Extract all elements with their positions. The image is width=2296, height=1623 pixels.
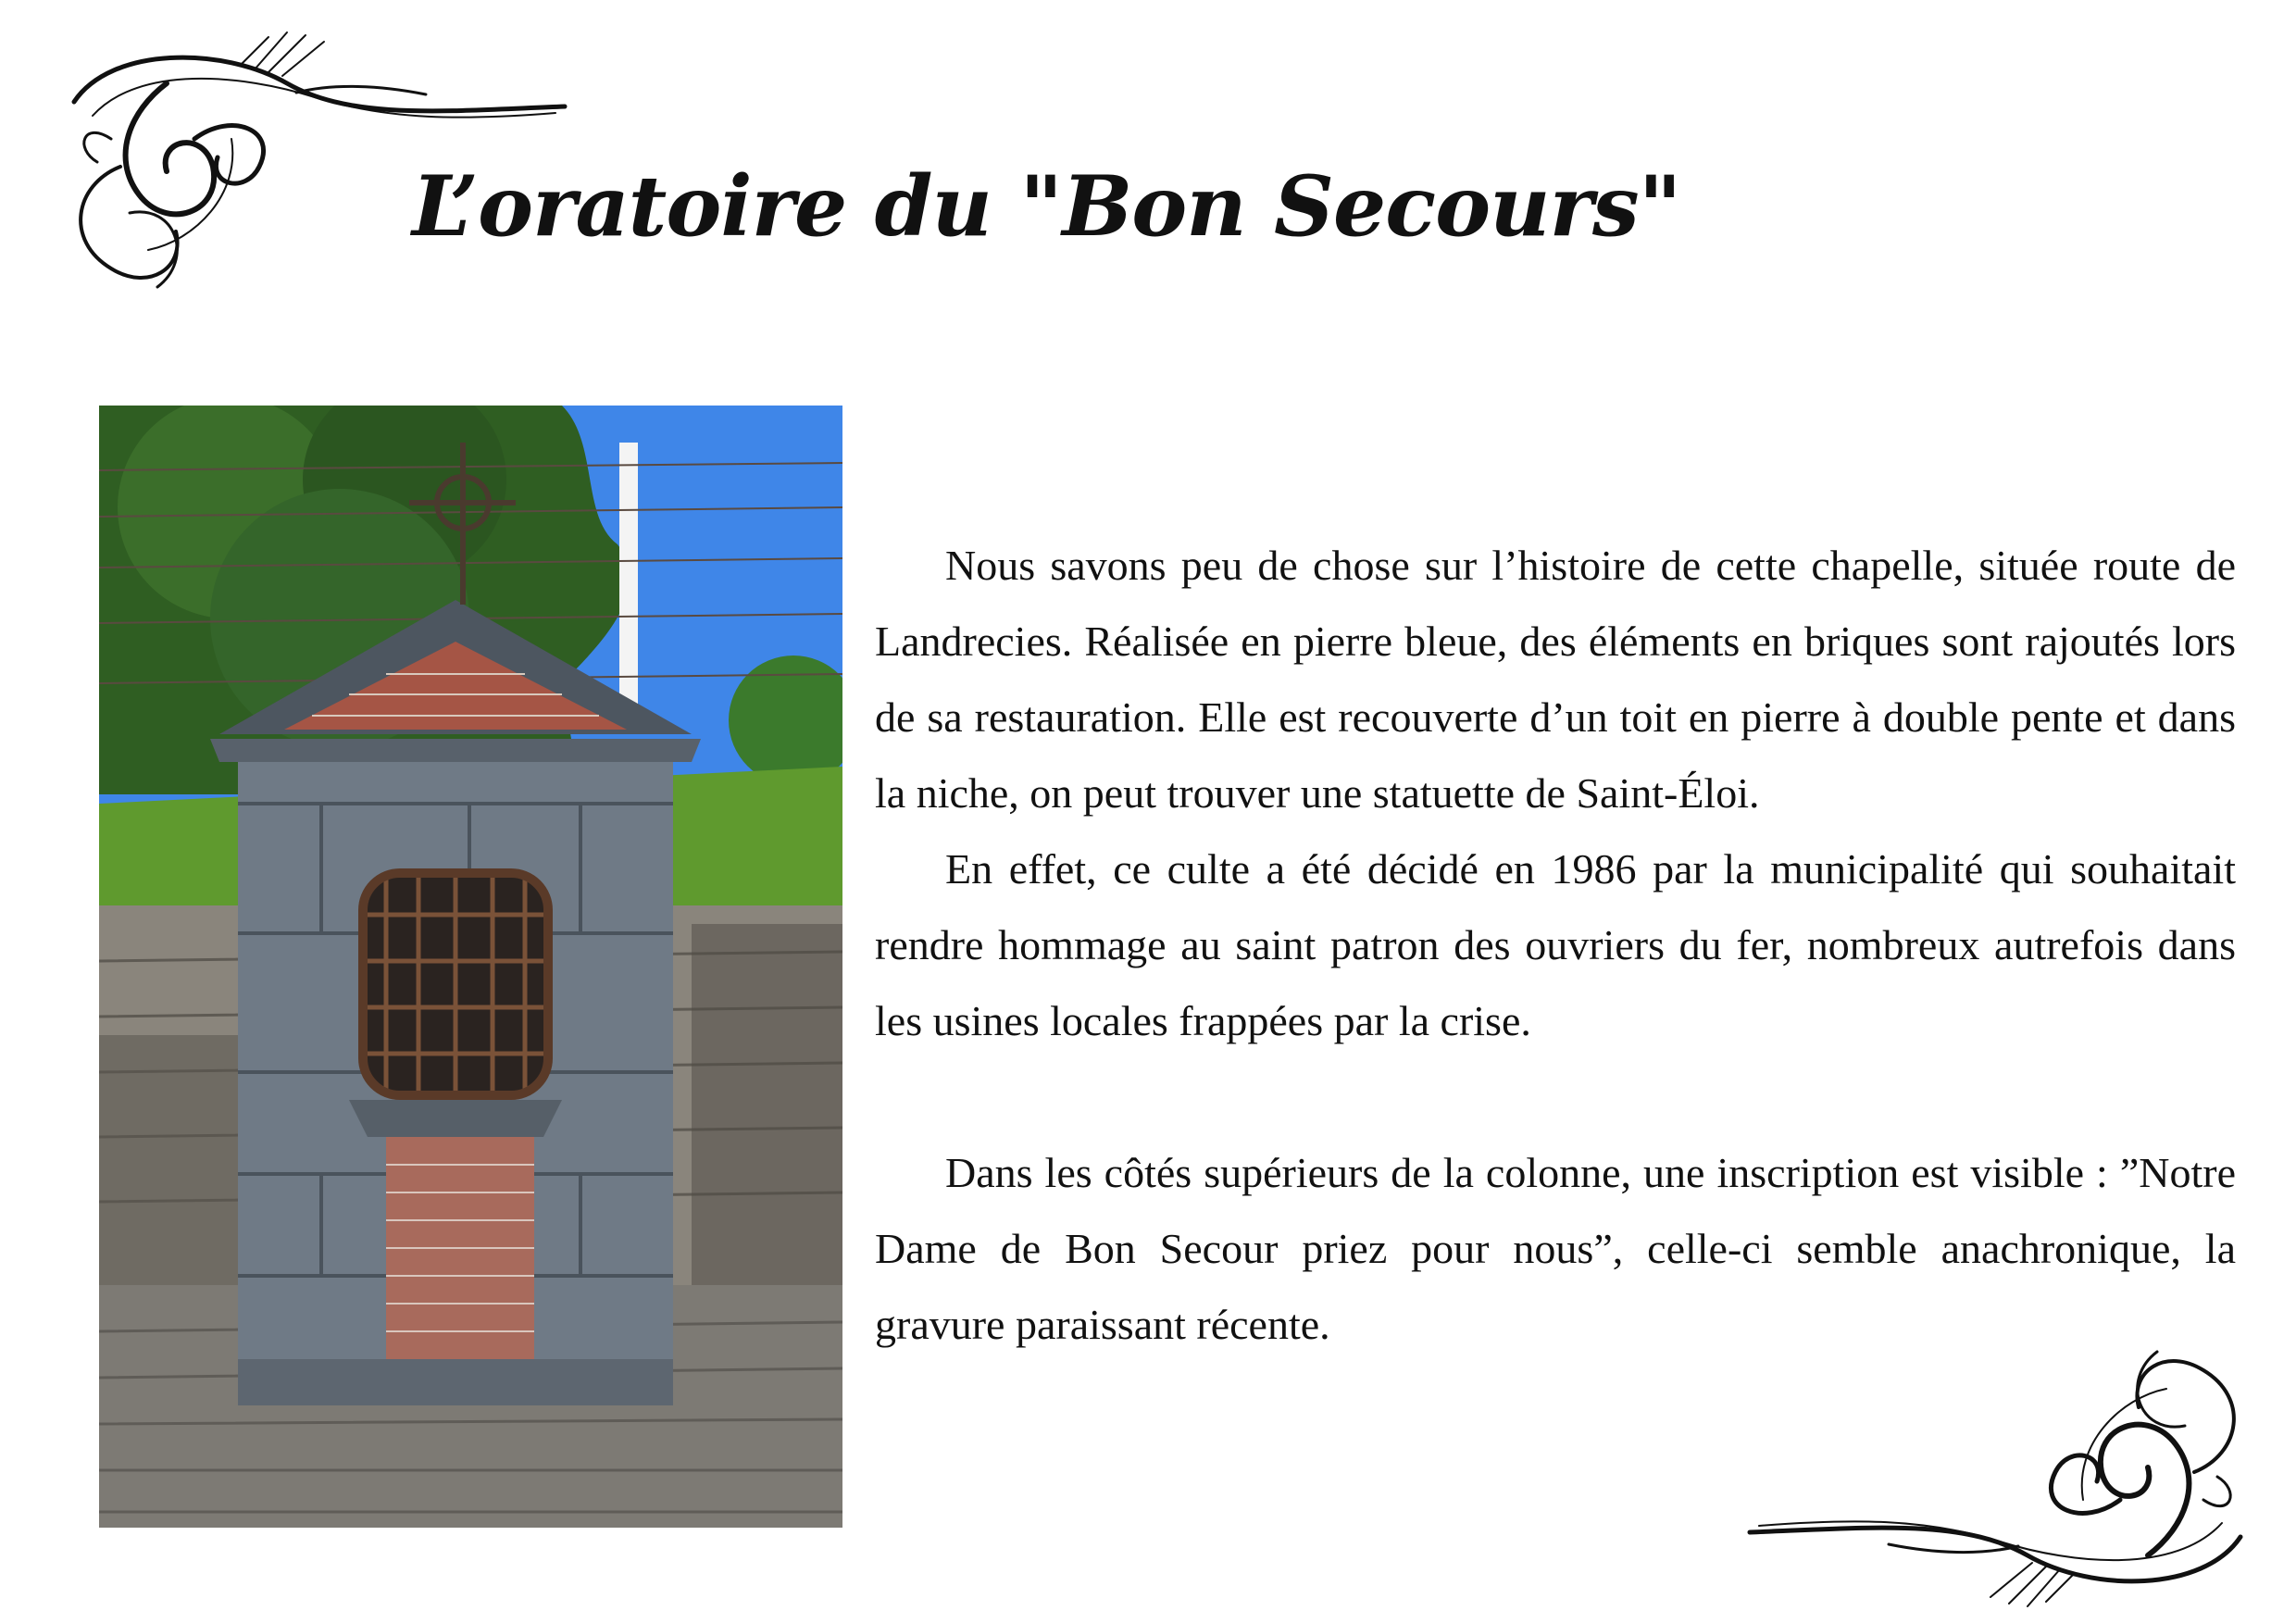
body-text (875, 528, 2236, 1363)
oratory-photo (99, 406, 842, 1528)
paragraph-inscription: Dans les côtés supérieurs de la colonne, une inscription est visible : ”Notre Dame de Bon Secour priez pour nous”, celle-ci semble anachronique, la gravure paraissant récente. (875, 1149, 2236, 1348)
bottom-right-flourish-icon (1741, 1333, 2259, 1611)
page-title: L’oratoire du "Bon Secours" (412, 157, 1681, 256)
paragraph-history: Nous savons peu de chose sur l’histoire de cette chapelle, située route de Landrecies. Réalisée en pierre bleue, des éléments en briques sont rajoutés lors de sa restauration. Elle est recouverte d’un toit en pierre à double pente et dans la niche, on peut trouver une statuette de Saint-Éloi. (875, 542, 2236, 817)
paragraph-cult: En effet, ce culte a été décidé en 1986 par la municipalité qui souhaitait rendre hommage au saint patron des ouvriers du fer, nombreux autrefois dans les usines locales frappées par la crise. (875, 845, 2236, 1044)
paragraph-spacer (875, 1059, 2236, 1135)
